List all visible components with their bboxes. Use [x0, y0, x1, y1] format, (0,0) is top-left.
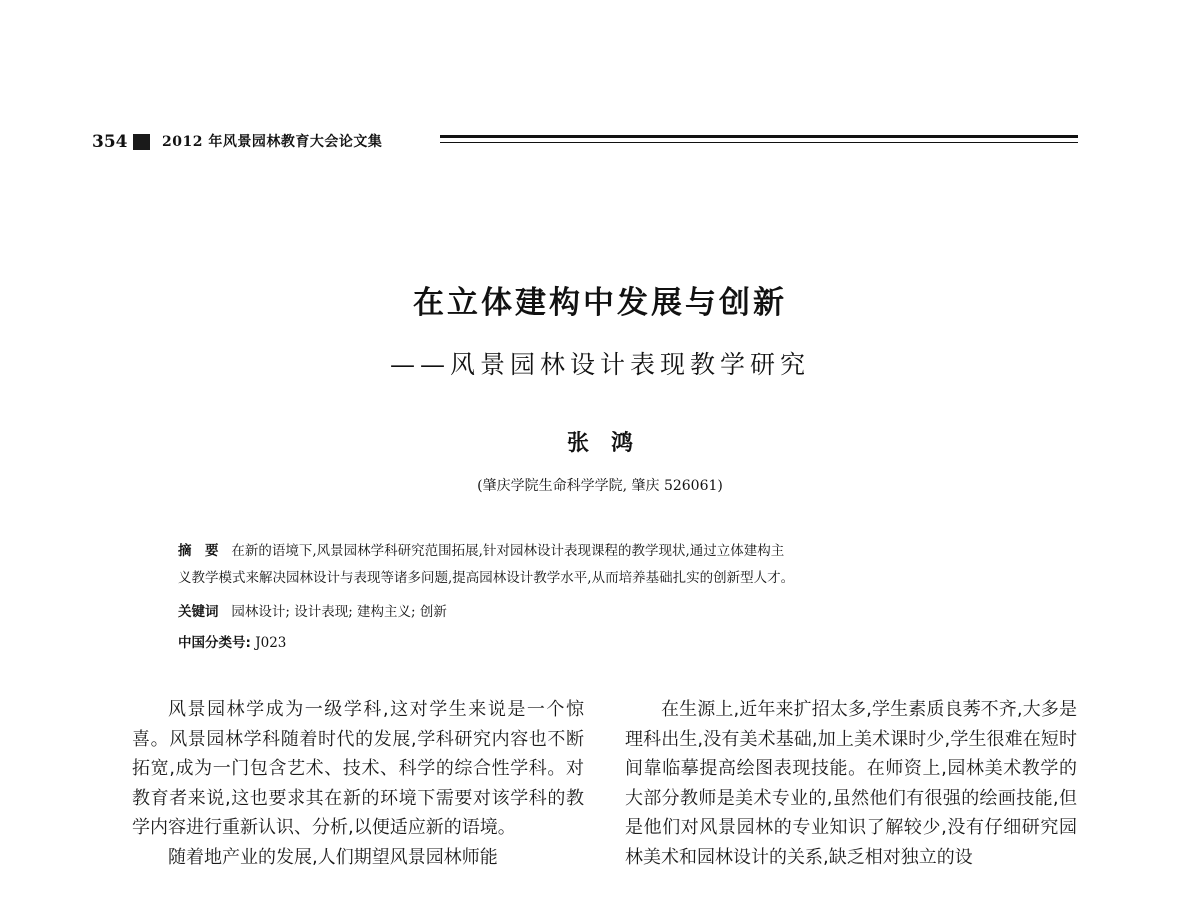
article-title: 在立体建构中发展与创新	[413, 285, 787, 321]
header-square-icon	[133, 134, 150, 150]
keywords-line	[178, 601, 447, 623]
proceedings-title: 2012 年风景园林教育大会论文集	[162, 134, 383, 150]
classification-line	[178, 632, 286, 654]
running-header	[92, 130, 1078, 154]
author-affiliation: (肇庆学院生命科学学院, 肇庆 526061)	[477, 478, 723, 494]
author-name: 张 鸿	[566, 430, 633, 456]
keywords-text: 园林设计; 设计表现; 建构主义; 创新	[231, 604, 447, 620]
header-rule-thin	[440, 142, 1078, 143]
classification-label: 中国分类号:	[178, 635, 251, 651]
classification-code: J023	[255, 635, 287, 651]
abstract-line-1	[178, 540, 784, 562]
page-number: 354	[92, 132, 128, 152]
abstract-label: 摘 要	[178, 543, 219, 559]
body-column-left	[132, 695, 584, 872]
abstract-text-2: 义教学模式来解决园林设计与表现等诸多问题,提高园林设计教学水平,从而培养基础扎实的创新型人才。	[178, 570, 795, 586]
abstract-text-1: 在新的语境下,风景园林学科研究范围拓展,针对园林设计表现课程的教学现状,通过立体建构主	[231, 543, 785, 559]
article-subtitle: ——风景园林设计表现教学研究	[389, 350, 810, 379]
body-column-right	[625, 695, 1077, 872]
keywords-label: 关键词	[178, 604, 219, 620]
body-paragraph: 风景园林学成为一级学科,这对学生来说是一个惊喜。风景园林学科随着时代的发展,学科研究内容也不断拓宽,成为一门包含艺术、技术、科学的综合性学科。对教育者来说,这也要求其在新的环境下需要对该学科的教学内容进行重新认识、分析,以便适应新的语境。	[132, 699, 584, 838]
abstract-line-2	[178, 567, 794, 589]
header-rule-thick	[440, 135, 1078, 138]
body-paragraph: 在生源上,近年来扩招太多,学生素质良莠不齐,大多是理科出生,没有美术基础,加上美术课时少,学生很难在短时间靠临摹提高绘图表现技能。在师资上,园林美术教学的大部分教师是美术专业的,虽然他们有很强的绘画技能,但是他们对风景园林的专业知识了解较少,没有仔细研究园林美术和园林设计的关系,缺乏相对独立的设	[625, 699, 1077, 868]
body-paragraph: 随着地产业的发展,人们期望风景园林师能	[168, 846, 498, 868]
